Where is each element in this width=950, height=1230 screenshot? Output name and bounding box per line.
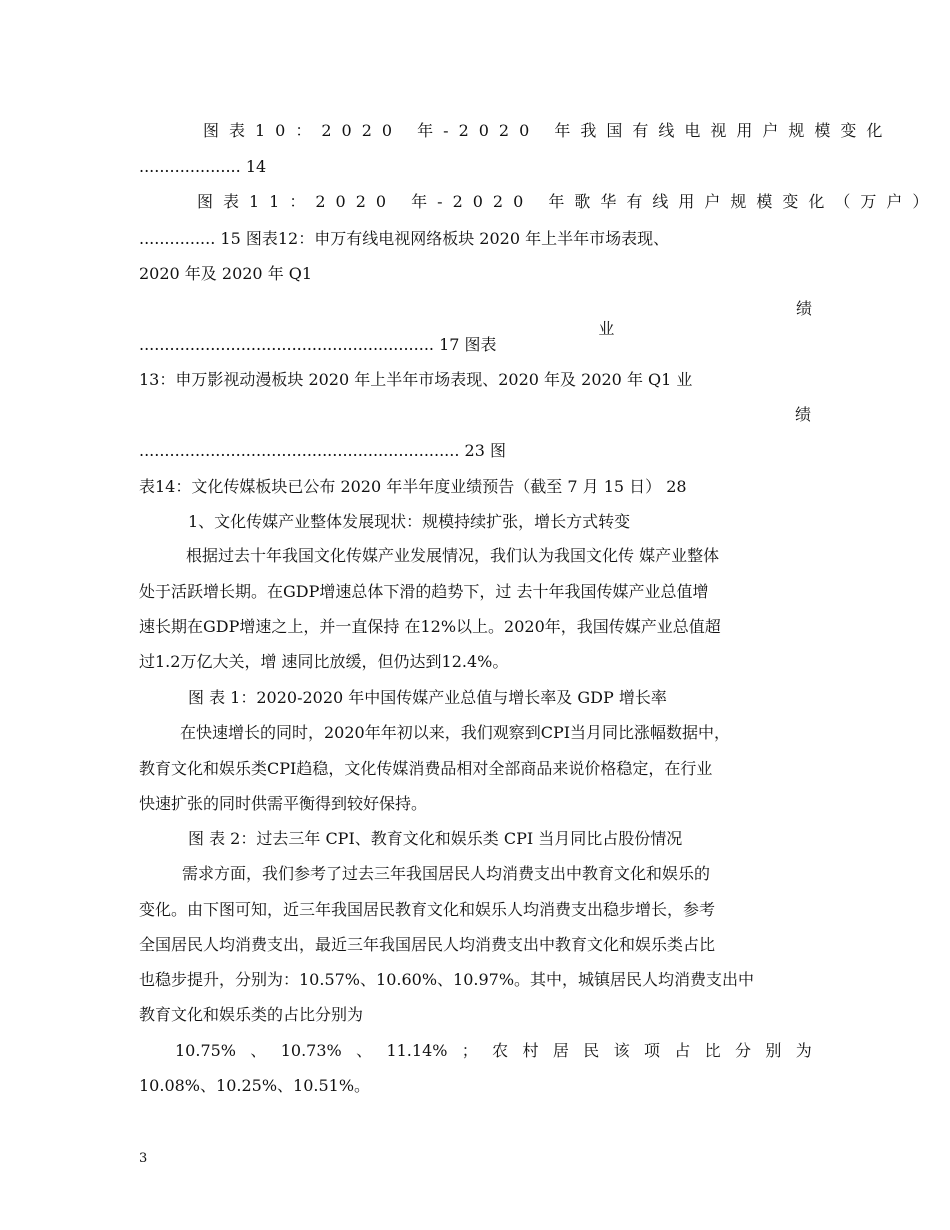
toc-page-number: 23 xyxy=(464,441,485,460)
paragraph-line: 教育文化和娱乐类CPI趋稳，文化传媒消费品相对全部商品来说价格稳定，在行业 xyxy=(139,759,713,778)
word: 项 xyxy=(643,1041,660,1060)
toc-dot-leader: .................... xyxy=(139,157,241,176)
word: 10.75% xyxy=(175,1041,237,1060)
word: 居 xyxy=(552,1041,569,1060)
toc-entry-12-word2: 绩 xyxy=(795,299,812,318)
toc-entry-14-cont: 表14：文化传媒板块已公布 2020 年半年度业绩预告（截至 7 月 15 日） 28 xyxy=(139,477,687,496)
toc-dot-leader: ............... xyxy=(139,229,216,248)
figure-caption: 图 表 1：2020-2020 年中国传媒产业总值与增长率及 GDP 增长率 xyxy=(188,688,667,707)
word: 、 xyxy=(250,1041,267,1060)
paragraph-line: 全国居民人均消费支出，最近三年我国居民人均消费支出中教育文化和娱乐类占比 xyxy=(139,935,716,954)
paragraph-line: 需求方面，我们参考了过去三年我国居民人均消费支出中教育文化和娱乐的 xyxy=(182,864,711,883)
word: 该 xyxy=(613,1041,630,1060)
paragraph-line: 10.08%、10.25%、10.51%。 xyxy=(139,1076,371,1095)
paragraph-line: 变化。由下图可知，近三年我国居民教育文化和娱乐人均消费支出稳步增长，参考 xyxy=(139,900,716,919)
toc-entry-13-cont: 13：申万影视动漫板块 2020 年上半年市场表现、2020 年及 2020 年 Q1 业 xyxy=(139,370,693,389)
toc-page-number: 15 xyxy=(220,229,241,248)
toc-entry-11-leader xyxy=(139,229,669,249)
paragraph-line: 快速扩张的同时供需平衡得到较好保持。 xyxy=(139,794,428,813)
toc-entry-12-word1: 业 xyxy=(598,319,615,338)
word: 村 xyxy=(522,1041,539,1060)
word: 民 xyxy=(583,1041,600,1060)
word: 、 xyxy=(356,1041,373,1060)
paragraph-line: 根据过去十年我国文化传媒产业发展情况，我们认为我国文化传 媒产业整体 xyxy=(186,546,720,565)
word: 占 xyxy=(674,1041,691,1060)
toc-entry-14-start: 图 xyxy=(489,441,506,460)
toc-dot-leader: ............................................................... xyxy=(139,441,460,460)
paragraph-line: 也稳步提升，分别为：10.57%、10.60%、10.97%。其中，城镇居民人均消费支出中 xyxy=(139,970,755,989)
word: 比 xyxy=(704,1041,721,1060)
section-heading: 1、文化传媒产业整体发展现状：规模持续扩张，增长方式转变 xyxy=(188,512,631,531)
justified-line xyxy=(175,1041,812,1061)
toc-entry-11-label: 图表11：2020 年-2020 年歌华有线用户规模变化（万户） xyxy=(197,192,939,211)
paragraph-line: 在快速增长的同时，2020年年初以来，我们观察到CPI当月同比涨幅数据中， xyxy=(180,723,731,742)
page-number: 3 xyxy=(139,1151,148,1166)
toc-entry-13-word: 绩 xyxy=(795,405,812,424)
toc-entry-10-label: 图表10：2020 年-2020 年我国有线电视用户规模变化 xyxy=(203,121,893,140)
figure-caption: 图 表 2：过去三年 CPI、教育文化和娱乐类 CPI 当月同比占股份情况 xyxy=(188,829,683,848)
toc-entry-12-leader xyxy=(139,335,497,355)
toc-page-number: 14 xyxy=(245,157,267,176)
toc-entry-13-leader xyxy=(139,441,506,461)
toc-entry-12-start: 图表12：申万有线电视网络板块 2020 年上半年市场表现、 xyxy=(245,229,670,248)
paragraph-line: 教育文化和娱乐类的占比分别为 xyxy=(139,1005,364,1024)
word: 农 xyxy=(492,1041,509,1060)
word: 别 xyxy=(765,1041,782,1060)
word: ； xyxy=(461,1041,478,1060)
paragraph-line: 处于活跃增长期。在GDP增速总体下滑的趋势下，过 去十年我国传媒产业总值增 xyxy=(139,582,709,601)
toc-entry-12-word-line xyxy=(578,299,812,379)
word: 分 xyxy=(735,1041,752,1060)
word: 10.73% xyxy=(280,1041,342,1060)
paragraph-line: 速长期在GDP增速之上，并一直保持 在12%以上。2020年，我国传媒产业总值超 xyxy=(139,617,721,636)
toc-page-number: 17 xyxy=(439,335,460,354)
toc-entry-12-cont: 2020 年及 2020 年 Q1 xyxy=(139,264,313,283)
toc-entry-13-start: 图表 xyxy=(464,335,497,354)
word: 11.14% xyxy=(386,1041,448,1060)
toc-entry-10-leader xyxy=(139,157,266,177)
word: 为 xyxy=(795,1041,812,1060)
toc-dot-leader: .......................................................... xyxy=(139,335,434,354)
paragraph-line: 过1.2万亿大关，增 速同比放缓，但仍达到12.4%。 xyxy=(139,652,509,671)
